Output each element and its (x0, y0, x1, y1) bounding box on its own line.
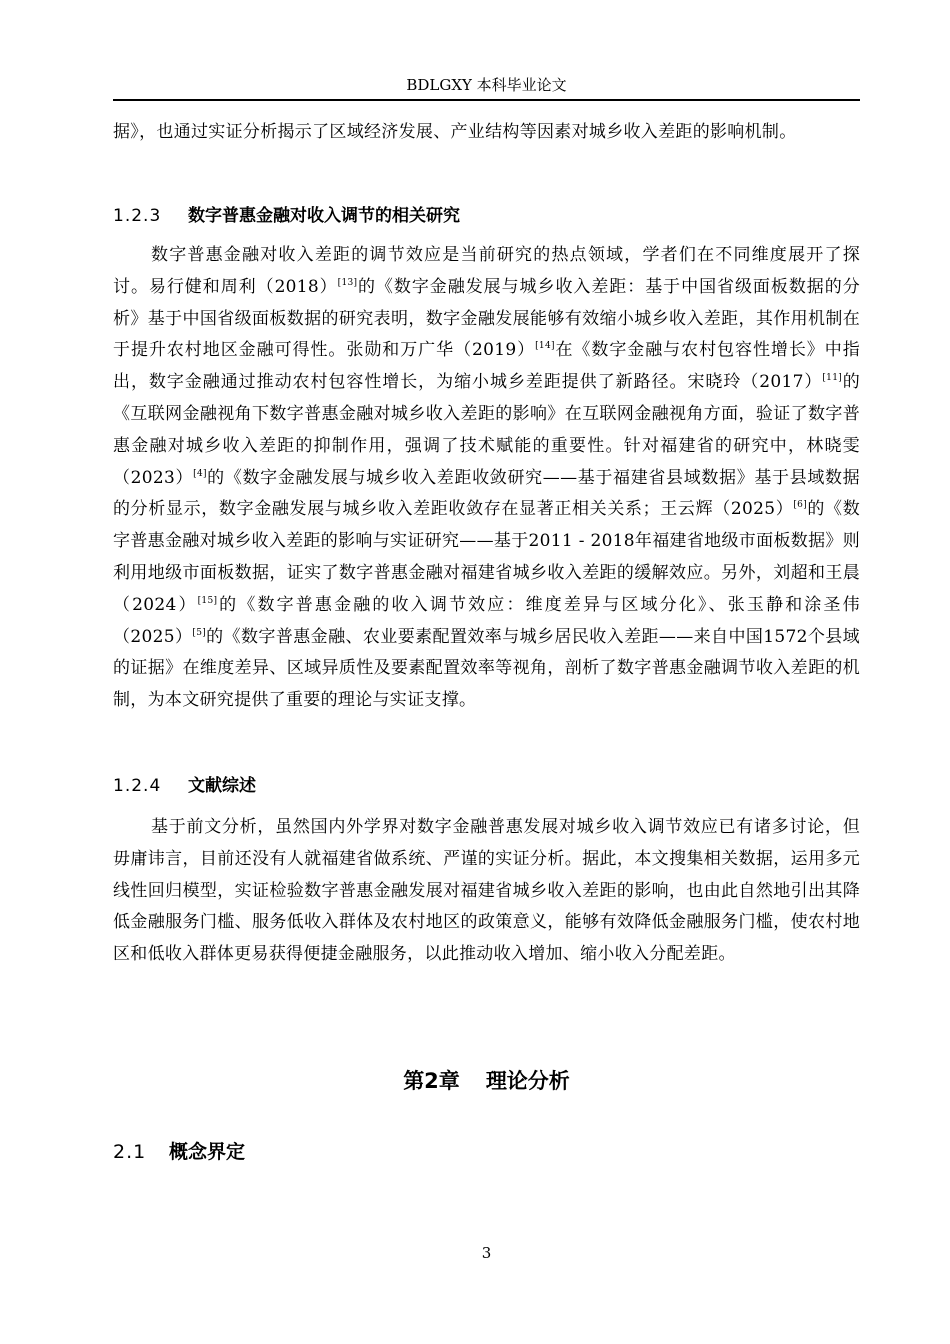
text-run: 的《数字普惠金融、农业要素配置效率与城乡居民收入差距——来自中国1572个县域的证据》在维度差异、区域异质性及要素配置效率等视角，剖析了数字普惠金融调节收入差距的机制，为本文研究提供了重要的理论与实证支撑。 (113, 626, 860, 711)
text-run: 的《数字金融发展与城乡收入差距：基于中国省级面板数据的分析》基于中国省级面板数据的研究表明，数字金融发展能够有效缩小城乡收入差距，其作用机制在于提升农村地区金融可得性。张勋和万广华（2019） (113, 276, 860, 361)
chapter-number: 第2章 (403, 1069, 460, 1093)
section-heading-1-2-3 (113, 203, 860, 229)
citation-ref: [4] (193, 468, 207, 479)
continuation-paragraph: 据》，也通过实证分析揭示了区域经济发展、产业结构等因素对城乡收入差距的影响机制。 (113, 122, 797, 142)
section-heading-1-2-4 (113, 773, 860, 799)
text-run: 数字普惠金融对收入差距的调节效应是当前研究的热点领域，学者们在不同维度展开了探讨。易行健和周利（2018） (113, 245, 860, 297)
paragraph-1-2-3 (113, 240, 860, 717)
text-run: 的《互联网金融视角下数字普惠金融对城乡收入差距的影响》在互联网金融视角方面，验证了数字普惠金融对城乡收入差距的抑制作用，强调了技术赋能的重要性。针对福建省的研究中，林晓雯（2023） (113, 372, 860, 488)
text-run: 的《数字普惠金融对城乡收入差距的影响与实证研究——基于2011 - 2018年福建省地级市面板数据》则利用地级市面板数据，证实了数字普惠金融对福建省城乡收入差距的缓解效应。另外，刘超和王晨（2024） (113, 499, 860, 615)
citation-ref: [13] (337, 277, 358, 288)
chapter-title: 理论分析 (485, 1069, 570, 1093)
section-number: 1.2.3 (113, 206, 162, 226)
paragraph-1-2-4: 基于前文分析，虽然国内外学界对数字金融普惠发展对城乡收入调节效应已有诸多讨论，但毋庸讳言，目前还没有人就福建省做系统、严谨的实证分析。据此，本文搜集相关数据，运用多元线性回归模型，实证检验数字普惠金融发展对福建省城乡收入差距的影响，也由此自然地引出其降低金融服务门槛、服务低收入群体及农村地区的政策意义，能够有效降低金融服务门槛，使农村地区和低收入群体更易获得便捷金融服务，以此推动收入增加、缩小收入分配差距。 (113, 817, 860, 965)
section-title: 概念界定 (169, 1141, 246, 1163)
header-rule (113, 99, 860, 101)
citation-ref: [6] (793, 500, 808, 511)
section-heading-2-1 (113, 1138, 860, 1166)
text-run: 的《数字普惠金融的收入调节效应：维度差异与区域分化》、张玉静和涂圣伟（2025） (113, 594, 860, 647)
text-run: 的《数字金融发展与城乡收入差距收敛研究——基于福建省县域数据》基于县域数据的分析显示，数字金融发展与城乡收入差距收敛存在显著正相关关系；王云辉（2025） (113, 467, 860, 520)
citation-ref: [5] (192, 627, 207, 638)
section-title: 文献综述 (188, 776, 256, 796)
citation-ref: [11] (822, 373, 843, 384)
section-number: 1.2.4 (113, 776, 162, 796)
chapter-heading (113, 1065, 860, 1097)
page-number: 3 (481, 1244, 492, 1262)
text-run: 在《数字金融与农村包容性增长》中指出，数字金融通过推动农村包容性增长，为缩小城乡差距提供了新路径。宋晓玲（2017） (113, 340, 860, 393)
section-title: 数字普惠金融对收入调节的相关研究 (188, 206, 460, 226)
citation-ref: [15] (197, 595, 218, 606)
section-number: 2.1 (113, 1141, 147, 1163)
running-header: BDLGXY 本科毕业论文 (406, 76, 567, 94)
citation-ref: [14] (535, 341, 555, 352)
